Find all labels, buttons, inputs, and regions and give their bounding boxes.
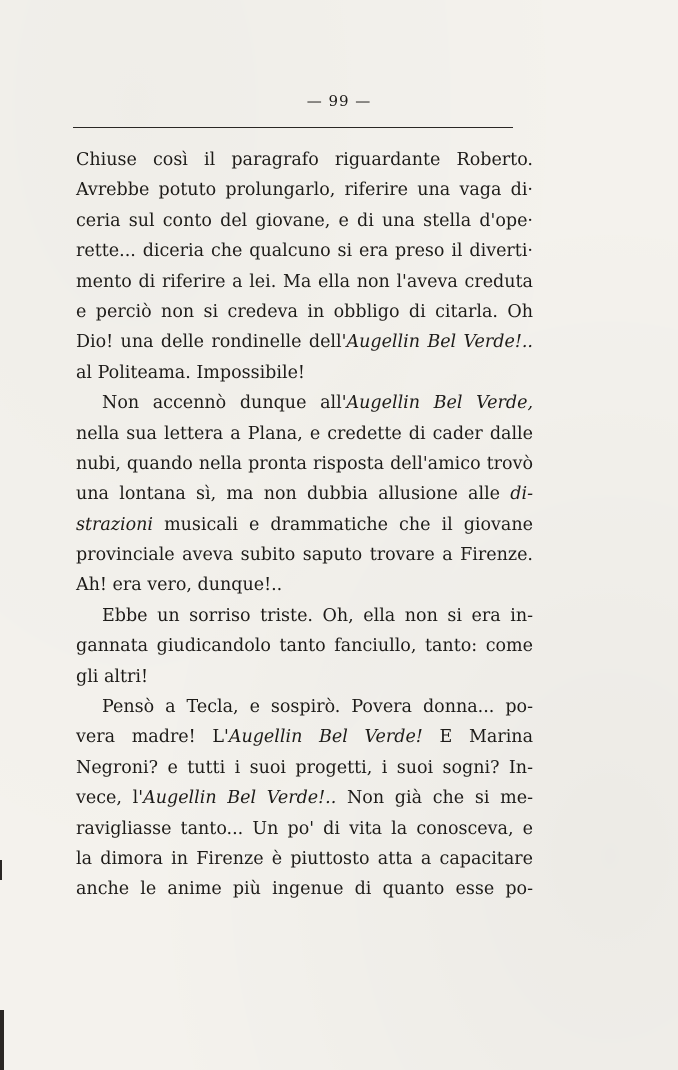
text-segment: provinciale aveva subito saputo trovare a Firenze. — [76, 545, 533, 566]
binding-mark — [0, 860, 2, 880]
italic-text: Augellin Bel Verde, — [346, 393, 534, 414]
text-segment: Ebbe un sorriso triste. Oh, ella non si era in- — [102, 605, 533, 626]
text-segment: al Politeama. Impossibile! — [76, 362, 305, 383]
text-line — [76, 540, 533, 570]
text-line — [76, 722, 533, 752]
text-segment: Pensò a Tecla, e sospirò. Povera donna... po- — [102, 697, 533, 718]
text-line — [76, 267, 533, 297]
text-line — [76, 874, 533, 904]
text-line — [76, 206, 533, 236]
text-segment: Dio! una delle rondinelle dell' — [76, 332, 347, 353]
text-line — [76, 662, 533, 692]
text-segment: Chiuse così il paragrafo riguardante Roberto. — [76, 150, 533, 170]
text-segment: Non accennò dunque all' — [102, 393, 347, 414]
text-segment: nubi, quando nella pronta risposta dell'amico trovò — [76, 453, 533, 474]
italic-text: Augellin Bel Verde!.. — [346, 332, 533, 353]
italic-text: di- — [510, 484, 533, 505]
text-segment: Avrebbe potuto prolungarlo, riferire una vaga di· — [76, 180, 533, 201]
text-line — [76, 236, 533, 266]
body-text — [76, 145, 533, 905]
text-line — [76, 844, 533, 874]
text-line — [76, 327, 533, 357]
text-line — [76, 570, 533, 600]
header-rule — [73, 127, 513, 128]
text-segment: nella sua lettera a Plana, e credette di cader dalle — [76, 423, 533, 444]
text-line — [76, 631, 533, 661]
text-segment: e perciò non si credeva in obbligo di citarla. Oh — [76, 301, 533, 322]
text-line — [76, 145, 533, 175]
text-segment: una lontana sì, ma non dubbia allusione alle — [76, 484, 511, 505]
binding-edge — [0, 1010, 4, 1070]
italic-text: strazioni — [76, 514, 154, 535]
text-line — [76, 388, 533, 418]
text-segment: anche le anime più ingenue di quanto esse po- — [76, 879, 533, 900]
text-segment: ceria sul conto del giovane, e di una stella d'ope· — [76, 210, 533, 231]
text-line — [76, 358, 533, 388]
text-line — [76, 753, 533, 783]
text-segment: rette... diceria che qualcuno si era preso il diverti· — [76, 241, 533, 262]
text-line — [76, 297, 533, 327]
italic-text: Augellin Bel Verde!.. — [143, 788, 337, 809]
text-segment: mento di riferire a lei. Ma ella non l'aveva creduta — [76, 271, 533, 292]
text-line — [76, 449, 533, 479]
text-line — [76, 814, 533, 844]
page-number: — 99 — — [306, 92, 372, 110]
text-segment: vece, l' — [76, 788, 144, 809]
text-line — [76, 510, 533, 540]
text-segment: gannata giudicandolo tanto fanciullo, tanto: come — [76, 636, 533, 657]
italic-text: Augellin Bel Verde! — [228, 727, 423, 748]
text-segment: E Marina — [422, 727, 533, 748]
text-segment: Non già che si me- — [336, 788, 533, 809]
text-line — [76, 601, 533, 631]
text-line — [76, 419, 533, 449]
text-segment: Ah! era vero, dunque!.. — [76, 575, 283, 596]
text-line — [76, 783, 533, 813]
text-segment: Negroni? e tutti i suoi progetti, i suoi sogni? In- — [76, 757, 533, 778]
text-segment: gli altri! — [76, 666, 149, 687]
text-line — [76, 479, 533, 509]
text-segment: musicali e drammatiche che il giovane — [153, 514, 533, 535]
text-segment: la dimora in Firenze è piuttosto atta a capacitare — [76, 848, 533, 869]
text-segment: vera madre! L' — [76, 727, 229, 748]
text-segment: ravigliasse tanto... Un po' di vita la conosceva, e — [76, 818, 533, 839]
text-line — [76, 175, 533, 205]
text-line — [76, 692, 533, 722]
